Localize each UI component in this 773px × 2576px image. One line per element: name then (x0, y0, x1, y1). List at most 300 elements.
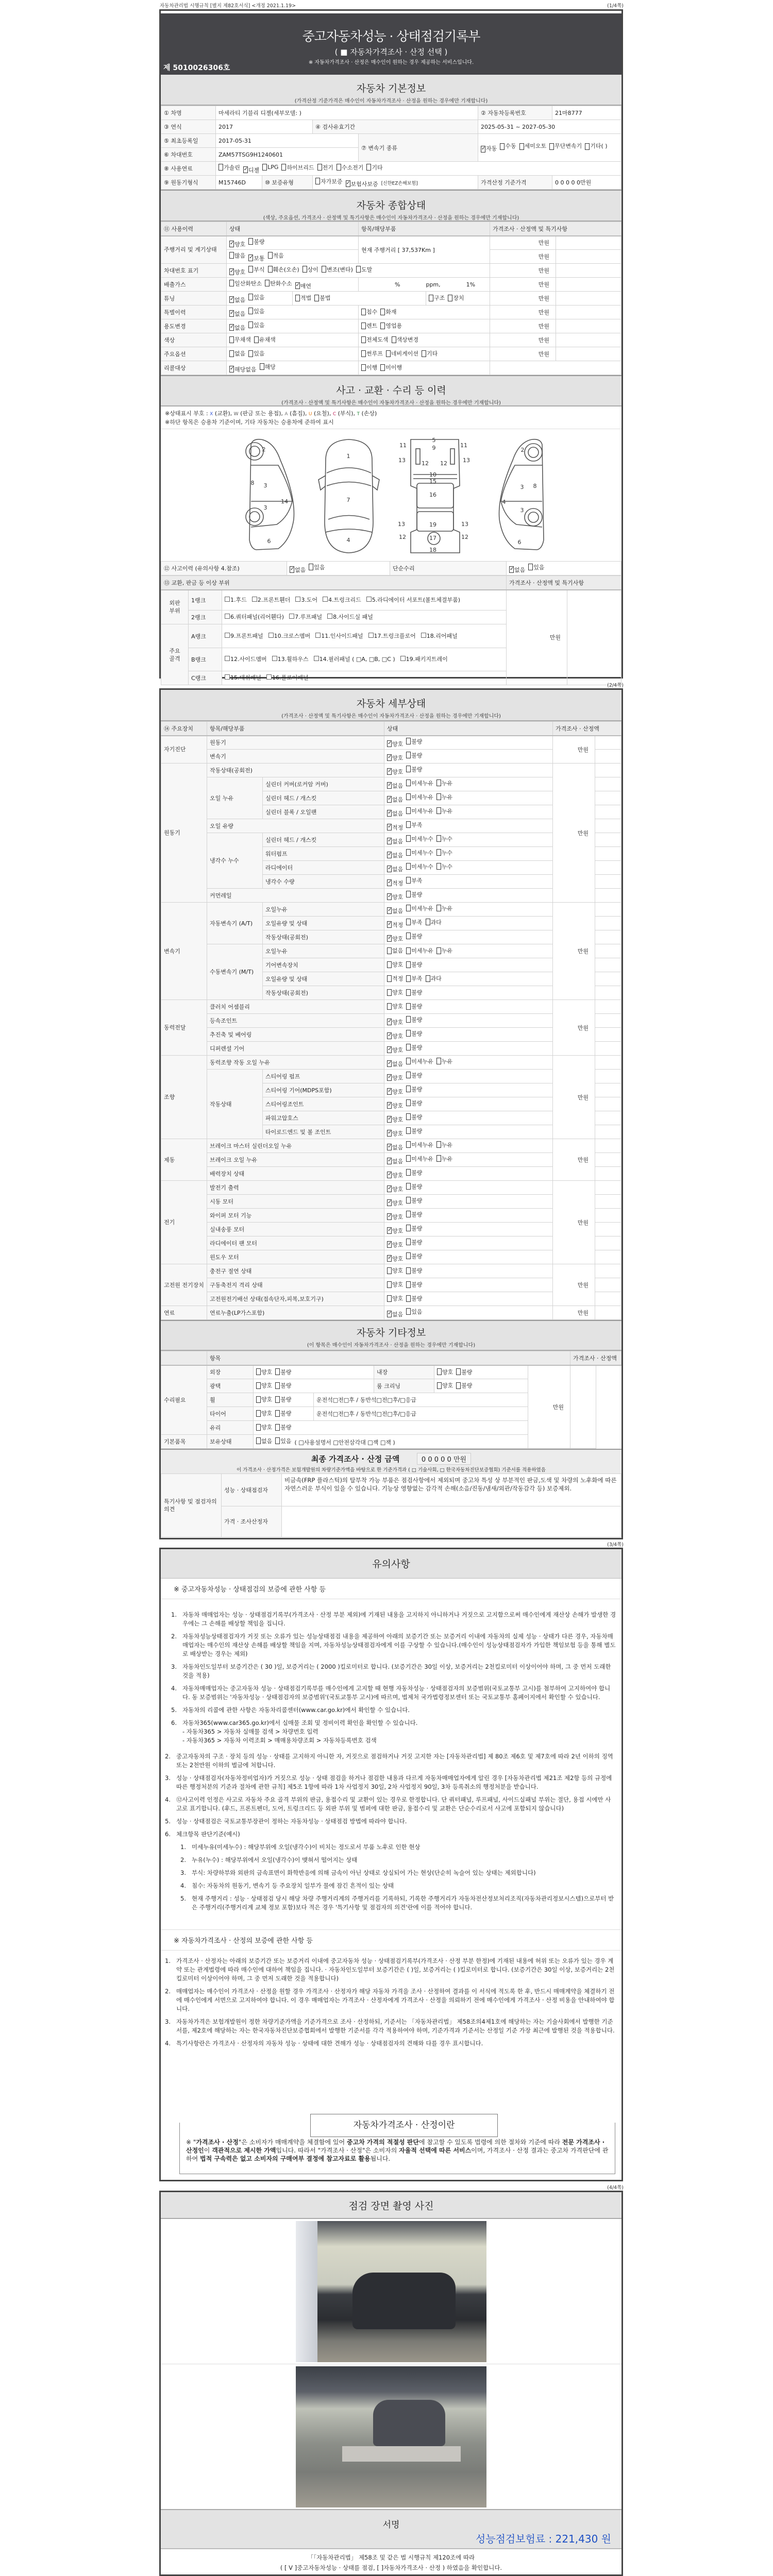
checkbox-option[interactable] (406, 904, 433, 912)
checkbox-option[interactable] (500, 140, 516, 152)
checkbox-icon[interactable] (275, 1396, 280, 1403)
checkbox-checked-icon[interactable]: ✓ (388, 1199, 392, 1205)
checkbox-option[interactable] (387, 988, 403, 996)
checkbox-icon[interactable] (436, 779, 441, 786)
checkbox-option[interactable] (268, 251, 284, 260)
checkbox-checked-icon[interactable]: ✓ (243, 166, 248, 172)
checkbox-icon[interactable] (256, 1424, 261, 1431)
inspection-photo-rear[interactable] (296, 2366, 486, 2507)
checkbox-option[interactable] (248, 254, 264, 262)
checkbox-icon[interactable] (275, 1410, 280, 1417)
checkbox-icon[interactable] (314, 656, 319, 661)
checkbox-icon[interactable] (229, 252, 234, 259)
checkbox-checked-icon[interactable]: ✓ (230, 296, 234, 302)
checkbox-icon[interactable] (256, 1396, 261, 1403)
checkbox-option[interactable] (406, 1196, 422, 1205)
checkbox-icon[interactable] (327, 614, 332, 619)
checkbox-icon[interactable] (406, 752, 411, 758)
checkbox-option[interactable] (361, 363, 377, 371)
checkbox-option[interactable] (387, 1032, 403, 1040)
checkbox-icon[interactable] (254, 336, 259, 343)
checkbox-option[interactable] (265, 279, 292, 287)
checkbox-icon[interactable] (387, 1267, 392, 1274)
checkbox-option[interactable] (387, 1074, 403, 1082)
checkbox-option[interactable] (406, 779, 433, 787)
checkbox-option[interactable] (361, 349, 383, 358)
checkbox-option[interactable] (406, 1002, 422, 1010)
checkbox-icon[interactable] (275, 1368, 280, 1375)
checkbox-icon[interactable] (229, 336, 234, 343)
checkbox-option[interactable] (295, 294, 311, 302)
checkbox-option[interactable] (387, 782, 403, 790)
checkbox-icon[interactable] (406, 891, 411, 897)
checkbox-checked-icon[interactable]: ✓ (388, 796, 392, 802)
checkbox-option[interactable] (481, 143, 497, 155)
checkbox-icon[interactable] (406, 919, 411, 925)
checkbox-icon[interactable] (406, 1030, 411, 1037)
checkbox-option[interactable] (429, 294, 445, 302)
checkbox-option[interactable] (248, 307, 264, 315)
checkbox-option[interactable] (406, 1294, 422, 1302)
checkbox-icon[interactable] (256, 1410, 261, 1417)
checkbox-icon[interactable] (519, 143, 524, 150)
checkbox-icon[interactable] (448, 295, 452, 301)
checkbox-option[interactable] (406, 1071, 422, 1079)
part-item[interactable]: 7.루프패널 (289, 613, 322, 621)
checkbox-option[interactable] (392, 335, 419, 344)
checkbox-icon[interactable] (406, 793, 411, 800)
checkbox-icon[interactable] (387, 961, 392, 968)
checkbox-option[interactable] (260, 363, 276, 371)
checkbox-option[interactable] (406, 1043, 422, 1052)
checkbox-icon[interactable] (361, 350, 366, 357)
checkbox-icon[interactable] (406, 1016, 411, 1023)
checkbox-icon[interactable] (275, 1424, 280, 1431)
checkbox-option[interactable] (387, 1171, 403, 1179)
checkbox-option[interactable] (387, 1227, 403, 1235)
checkbox-icon[interactable] (406, 1155, 411, 1162)
checkbox-icon[interactable] (406, 1141, 411, 1148)
part-item[interactable]: 9.프론트패널 (225, 632, 263, 640)
checkbox-icon[interactable] (436, 849, 441, 856)
checkbox-icon[interactable] (303, 266, 307, 273)
checkbox-option[interactable] (406, 1210, 422, 1218)
checkbox-icon[interactable] (256, 1382, 261, 1389)
checkbox-icon[interactable] (361, 336, 366, 343)
checkbox-icon[interactable] (387, 947, 392, 954)
checkbox-checked-icon[interactable]: ✓ (388, 1019, 392, 1024)
checkbox-icon[interactable] (337, 164, 341, 171)
checkbox-option[interactable] (387, 935, 403, 943)
checkbox-icon[interactable] (549, 143, 554, 150)
checkbox-icon[interactable] (406, 821, 411, 828)
checkbox-option[interactable] (229, 324, 245, 332)
checkbox-option[interactable] (406, 849, 433, 857)
inspection-photo-front[interactable] (296, 2221, 486, 2362)
checkbox-icon[interactable] (406, 947, 411, 954)
checkbox-checked-icon[interactable]: ✓ (249, 255, 254, 260)
checkbox-icon[interactable] (219, 164, 223, 171)
checkbox-option[interactable] (229, 296, 245, 304)
checkbox-option[interactable] (290, 566, 306, 574)
checkbox-icon[interactable] (400, 656, 406, 661)
checkbox-option[interactable] (361, 335, 389, 344)
checkbox-icon[interactable] (368, 633, 374, 638)
checkbox-option[interactable] (437, 1368, 453, 1376)
checkbox-icon[interactable] (406, 1169, 411, 1176)
checkbox-option[interactable] (436, 1155, 452, 1163)
checkbox-icon[interactable] (315, 633, 321, 638)
checkbox-icon[interactable] (421, 633, 426, 638)
checkbox-icon[interactable] (406, 1211, 411, 1217)
checkbox-option[interactable] (406, 737, 422, 745)
checkbox-icon[interactable] (317, 164, 322, 171)
checkbox-checked-icon[interactable]: ✓ (388, 1032, 392, 1038)
checkbox-option[interactable] (387, 1213, 403, 1221)
checkbox-option[interactable] (448, 294, 464, 302)
checkbox-icon[interactable] (256, 1368, 261, 1375)
checkbox-option[interactable] (387, 907, 403, 915)
checkbox-icon[interactable] (248, 308, 253, 314)
checkbox-icon[interactable] (366, 164, 371, 171)
checkbox-option[interactable] (406, 1168, 422, 1177)
checkbox-option[interactable] (436, 904, 452, 912)
checkbox-option[interactable] (248, 349, 264, 358)
checkbox-icon[interactable] (275, 1382, 280, 1389)
checkbox-icon[interactable] (322, 266, 326, 273)
checkbox-option[interactable] (387, 1129, 403, 1138)
checkbox-option[interactable] (406, 1224, 422, 1232)
checkbox-option[interactable] (275, 1423, 291, 1431)
checkbox-option[interactable] (248, 265, 264, 274)
checkbox-option[interactable] (387, 1018, 403, 1026)
checkbox-option[interactable] (268, 265, 299, 274)
part-item[interactable]: 17.트렁크플로어 (368, 632, 416, 640)
checkbox-checked-icon[interactable]: ✓ (388, 1158, 392, 1163)
checkbox-option[interactable] (346, 180, 378, 188)
checkbox-option[interactable] (387, 1185, 403, 1193)
checkbox-option[interactable] (380, 321, 402, 330)
checkbox-option[interactable] (406, 890, 422, 899)
checkbox-option[interactable] (256, 1381, 272, 1389)
checkbox-option[interactable] (436, 835, 452, 843)
checkbox-icon[interactable] (387, 975, 392, 982)
checkbox-icon[interactable] (229, 350, 234, 357)
checkbox-icon[interactable] (406, 1099, 411, 1106)
checkbox-icon[interactable] (314, 295, 319, 301)
checkbox-checked-icon[interactable]: ✓ (230, 241, 234, 247)
checkbox-icon[interactable] (275, 1437, 280, 1444)
checkbox-option[interactable] (387, 1046, 403, 1054)
part-item[interactable]: 12.사이드멤버 (225, 655, 267, 664)
checkbox-icon[interactable] (281, 164, 286, 171)
checkbox-checked-icon[interactable]: ✓ (388, 866, 392, 871)
checkbox-icon[interactable] (387, 1295, 392, 1302)
checkbox-option[interactable] (456, 1368, 472, 1376)
checkbox-icon[interactable] (229, 280, 234, 286)
checkbox-option[interactable] (229, 365, 257, 374)
checkbox-checked-icon[interactable]: ✓ (510, 566, 514, 572)
checkbox-icon[interactable] (268, 252, 273, 259)
checkbox-option[interactable] (436, 779, 452, 787)
checkbox-option[interactable] (519, 140, 547, 152)
checkbox-icon[interactable] (356, 266, 361, 273)
checkbox-icon[interactable] (406, 849, 411, 856)
checkbox-option[interactable] (229, 310, 245, 318)
checkbox-icon[interactable] (248, 350, 253, 357)
checkbox-checked-icon[interactable]: ✓ (295, 282, 300, 288)
checkbox-option[interactable] (456, 1381, 472, 1389)
checkbox-option[interactable] (387, 1280, 403, 1289)
checkbox-icon[interactable] (406, 1044, 411, 1050)
checkbox-icon[interactable] (528, 564, 533, 570)
checkbox-option[interactable] (387, 795, 403, 804)
checkbox-option[interactable] (387, 879, 403, 887)
checkbox-option[interactable] (281, 163, 314, 172)
checkbox-option[interactable] (387, 1101, 403, 1110)
checkbox-checked-icon[interactable]: ✓ (388, 1311, 392, 1316)
checkbox-option[interactable] (229, 251, 245, 260)
checkbox-option[interactable] (248, 238, 264, 246)
checkbox-option[interactable] (386, 349, 418, 358)
checkbox-icon[interactable] (248, 238, 253, 245)
checkbox-icon[interactable] (392, 336, 396, 343)
checkbox-icon[interactable] (225, 674, 230, 680)
checkbox-option[interactable] (248, 293, 264, 301)
checkbox-checked-icon[interactable]: ✓ (388, 838, 392, 843)
checkbox-option[interactable] (406, 1057, 433, 1065)
checkbox-option[interactable] (509, 566, 525, 574)
checkbox-icon[interactable] (406, 989, 411, 996)
checkbox-icon[interactable] (436, 1058, 441, 1064)
checkbox-checked-icon[interactable]: ✓ (388, 782, 392, 788)
checkbox-option[interactable] (387, 921, 403, 929)
checkbox-icon[interactable] (406, 1086, 411, 1092)
checkbox-icon[interactable] (585, 143, 590, 150)
checkbox-icon[interactable] (500, 143, 505, 150)
checkbox-option[interactable] (387, 1002, 403, 1010)
checkbox-icon[interactable] (387, 1281, 392, 1288)
checkbox-option[interactable] (436, 1057, 452, 1065)
checkbox-option[interactable] (406, 807, 433, 815)
checkbox-option[interactable] (229, 279, 262, 287)
checkbox-option[interactable] (387, 974, 403, 982)
checkbox-icon[interactable] (266, 674, 272, 680)
part-item[interactable]: 13.휠하우스 (272, 655, 309, 664)
checkbox-icon[interactable] (436, 1155, 441, 1162)
checkbox-option[interactable] (406, 946, 433, 955)
checkbox-icon[interactable] (406, 1003, 411, 1010)
part-item[interactable]: 1.후드 (225, 596, 247, 604)
checkbox-option[interactable] (275, 1368, 291, 1376)
checkbox-option[interactable] (387, 754, 403, 762)
checkbox-icon[interactable] (289, 614, 294, 619)
checkbox-icon[interactable] (225, 597, 230, 602)
checkbox-icon[interactable] (406, 1225, 411, 1231)
part-item[interactable]: 8.사이드실 패널 (327, 613, 373, 621)
checkbox-icon[interactable] (406, 975, 411, 982)
checkbox-option[interactable] (322, 265, 353, 274)
checkbox-option[interactable] (387, 1060, 403, 1068)
checkbox-icon[interactable] (429, 295, 433, 301)
checkbox-option[interactable] (406, 862, 433, 871)
checkbox-option[interactable] (387, 1266, 403, 1275)
checkbox-icon[interactable] (268, 266, 273, 273)
checkbox-option[interactable] (315, 177, 343, 185)
checkbox-icon[interactable] (406, 961, 411, 968)
checkbox-option[interactable] (406, 1266, 422, 1275)
checkbox-option[interactable] (219, 163, 240, 172)
checkbox-option[interactable] (387, 809, 403, 818)
checkbox-icon[interactable] (456, 1368, 461, 1375)
checkbox-icon[interactable] (436, 863, 441, 870)
checkbox-option[interactable] (380, 363, 402, 371)
checkbox-option[interactable] (436, 862, 452, 871)
checkbox-option[interactable] (275, 1409, 291, 1417)
checkbox-icon[interactable] (366, 597, 372, 602)
checkbox-option[interactable] (436, 946, 452, 955)
checkbox-option[interactable] (229, 268, 245, 276)
checkbox-option[interactable] (406, 793, 433, 801)
checkbox-checked-icon[interactable]: ✓ (388, 1144, 392, 1149)
checkbox-icon[interactable] (265, 280, 270, 286)
checkbox-checked-icon[interactable]: ✓ (388, 907, 392, 913)
checkbox-option[interactable] (366, 163, 382, 172)
checkbox-option[interactable] (387, 1157, 403, 1165)
checkbox-icon[interactable] (426, 919, 430, 925)
checkbox-option[interactable] (406, 765, 422, 773)
checkbox-option[interactable] (406, 1085, 422, 1093)
checkbox-option[interactable] (387, 1143, 403, 1151)
checkbox-option[interactable] (549, 140, 582, 152)
checkbox-option[interactable] (248, 321, 264, 329)
checkbox-icon[interactable] (272, 656, 277, 661)
checkbox-option[interactable] (387, 823, 403, 832)
checkbox-icon[interactable] (437, 1382, 442, 1389)
checkbox-icon[interactable] (309, 564, 313, 570)
checkbox-option[interactable] (361, 321, 377, 330)
checkbox-checked-icon[interactable]: ✓ (346, 180, 350, 186)
checkbox-option[interactable] (387, 1241, 403, 1249)
checkbox-option[interactable] (436, 793, 452, 801)
checkbox-checked-icon[interactable]: ✓ (388, 935, 392, 941)
checkbox-icon[interactable] (436, 947, 441, 954)
checkbox-icon[interactable] (315, 178, 320, 184)
checkbox-icon[interactable] (380, 323, 385, 329)
checkbox-checked-icon[interactable]: ✓ (388, 740, 392, 747)
checkbox-icon[interactable] (380, 309, 385, 315)
checkbox-icon[interactable] (248, 266, 253, 273)
checkbox-icon[interactable] (406, 738, 411, 744)
checkbox-icon[interactable] (406, 766, 411, 772)
checkbox-option[interactable] (387, 740, 403, 748)
checkbox-icon[interactable] (406, 1295, 411, 1302)
checkbox-icon[interactable] (262, 164, 267, 171)
checkbox-option[interactable] (256, 1368, 272, 1376)
checkbox-icon[interactable] (406, 1239, 411, 1245)
checkbox-option[interactable] (387, 1294, 403, 1302)
checkbox-checked-icon[interactable]: ✓ (388, 810, 392, 816)
checkbox-icon[interactable] (406, 1058, 411, 1064)
part-item[interactable]: 2.프론트휀더 (252, 596, 291, 604)
part-item[interactable]: 5.라디에이터 서포트(볼트체결부품) (366, 596, 460, 604)
checkbox-icon[interactable] (436, 807, 441, 814)
checkbox-icon[interactable] (406, 1267, 411, 1274)
checkbox-icon[interactable] (406, 905, 411, 911)
checkbox-option[interactable] (406, 1182, 422, 1191)
checkbox-icon[interactable] (361, 364, 366, 371)
checkbox-option[interactable] (406, 932, 422, 940)
checkbox-checked-icon[interactable]: ✓ (388, 1185, 392, 1191)
checkbox-icon[interactable] (268, 633, 274, 638)
checkbox-checked-icon[interactable]: ✓ (388, 1213, 392, 1219)
checkbox-option[interactable] (406, 974, 422, 982)
checkbox-option[interactable] (406, 1127, 422, 1135)
checkbox-option[interactable] (317, 163, 333, 172)
checkbox-option[interactable] (406, 1015, 422, 1024)
checkbox-icon[interactable] (361, 309, 366, 315)
checkbox-option[interactable] (406, 1308, 422, 1316)
checkbox-option[interactable] (387, 960, 403, 969)
checkbox-icon[interactable] (386, 350, 391, 357)
checkbox-option[interactable] (309, 563, 325, 571)
checkbox-option[interactable] (387, 893, 403, 901)
checkbox-icon[interactable] (260, 363, 264, 370)
checkbox-option[interactable] (406, 751, 422, 759)
checkbox-option[interactable] (406, 1238, 422, 1246)
part-item[interactable]: 3.도어 (295, 596, 317, 604)
checkbox-option[interactable] (275, 1437, 291, 1445)
checkbox-icon[interactable] (406, 835, 411, 842)
checkbox-option[interactable] (406, 1113, 422, 1121)
checkbox-icon[interactable] (406, 779, 411, 786)
checkbox-icon[interactable] (295, 295, 300, 301)
checkbox-checked-icon[interactable]: ✓ (388, 824, 392, 829)
checkbox-checked-icon[interactable]: ✓ (388, 1130, 392, 1136)
checkbox-checked-icon[interactable]: ✓ (388, 893, 392, 899)
checkbox-checked-icon[interactable]: ✓ (388, 1172, 392, 1177)
part-item[interactable]: 14.필러패널 ( □A, □B, □C ) (314, 655, 395, 664)
checkbox-checked-icon[interactable]: ✓ (388, 1227, 392, 1233)
checkbox-option[interactable] (406, 1141, 433, 1149)
checkbox-option[interactable] (387, 1310, 403, 1318)
checkbox-icon[interactable] (406, 1281, 411, 1288)
checkbox-checked-icon[interactable]: ✓ (388, 1088, 392, 1094)
checkbox-option[interactable] (337, 163, 364, 172)
checkbox-option[interactable] (275, 1381, 291, 1389)
checkbox-option[interactable] (243, 166, 259, 174)
checkbox-option[interactable] (585, 140, 607, 152)
checkbox-checked-icon[interactable]: ✓ (230, 268, 234, 274)
checkbox-checked-icon[interactable]: ✓ (230, 324, 234, 330)
checkbox-icon[interactable] (256, 1437, 261, 1444)
checkbox-icon[interactable] (225, 656, 230, 661)
checkbox-option[interactable] (406, 1155, 433, 1163)
part-item[interactable]: 15.대쉬패널 (225, 674, 261, 682)
checkbox-icon[interactable] (406, 863, 411, 870)
checkbox-option[interactable] (387, 768, 403, 776)
checkbox-option[interactable] (406, 988, 422, 996)
checkbox-checked-icon[interactable]: ✓ (388, 1046, 392, 1052)
checkbox-icon[interactable] (426, 975, 430, 982)
checkbox-icon[interactable] (406, 933, 411, 939)
part-item[interactable]: 6.쿼터패널(리어휀다) (225, 613, 284, 621)
checkbox-option[interactable] (254, 335, 276, 344)
part-item[interactable]: 18.리어패널 (421, 632, 458, 640)
checkbox-icon[interactable] (225, 614, 230, 619)
checkbox-checked-icon[interactable]: ✓ (481, 145, 486, 151)
checkbox-option[interactable] (275, 1395, 291, 1403)
